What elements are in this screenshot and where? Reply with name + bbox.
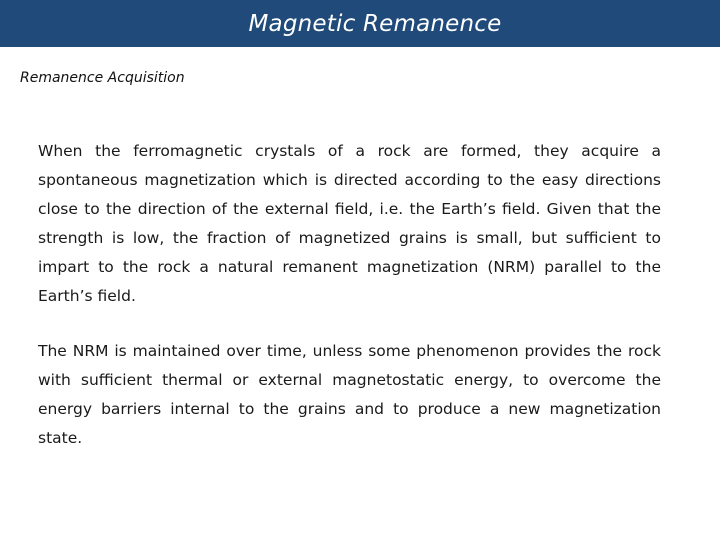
body-paragraph-1: When the ferromagnetic crystals of a rock are formed, they acquire a spontaneous magnetization which is directed according to the easy directions close to the direction of the external field, i.e. the Earth’s field. Given that the strength is low, the fraction of magnetized grains is small, but sufficient to impart to the rock a natural remanent magnetization (NRM) parallel to the Earth’s field. xyxy=(38,142,661,305)
slide-title: Magnetic Remanence xyxy=(248,10,502,37)
section-subtitle: Remanence Acquisition xyxy=(20,70,185,86)
title-bar xyxy=(0,0,720,47)
body-paragraph-2: The NRM is maintained over time, unless some phenomenon provides the rock with sufficient thermal or external magnetostatic energy, to overcome the energy barriers internal to the grains and to produce a new magnetization state. xyxy=(38,342,661,447)
